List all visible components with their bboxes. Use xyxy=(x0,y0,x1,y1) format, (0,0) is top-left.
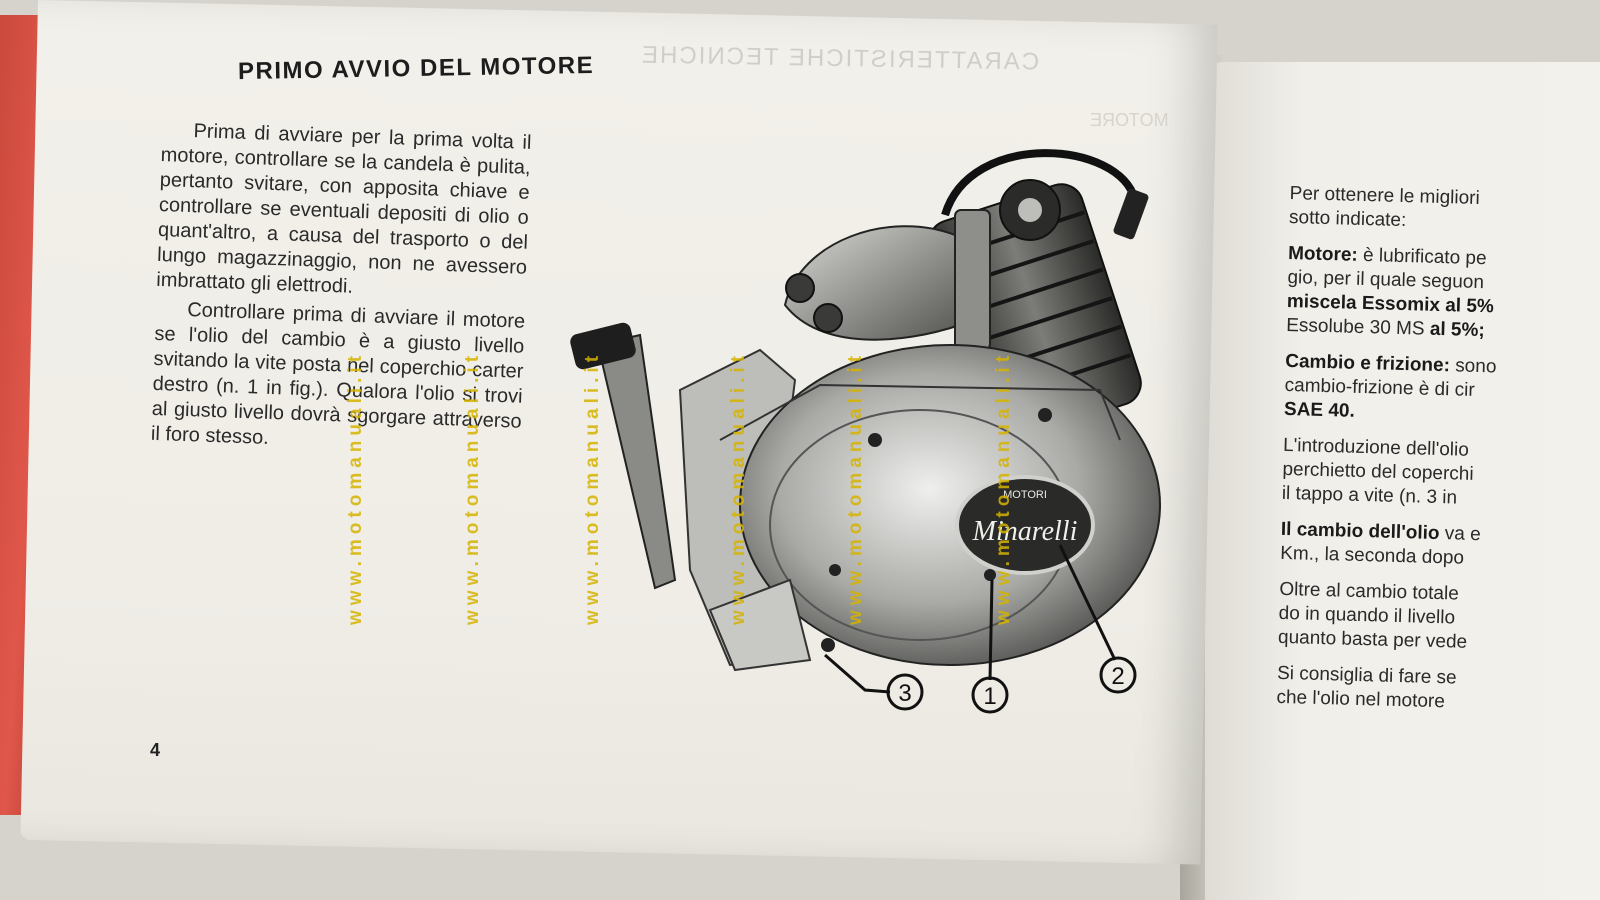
right-text-run: che l'olio nel motore xyxy=(1276,686,1446,713)
right-text-run: miscela Essomix al 5% xyxy=(1286,290,1495,318)
callout-3: 3 xyxy=(898,680,912,707)
page-title: PRIMO AVVIO DEL MOTORE xyxy=(237,51,595,86)
engine-illustration xyxy=(560,140,1180,730)
right-text-run: al 5%; xyxy=(1429,318,1486,342)
watermark: www.motomanuali.it xyxy=(345,350,366,625)
bleed-through-title: CARATTERISTICHE TECNICHE xyxy=(639,41,1040,76)
watermark: www.motomanuali.it xyxy=(993,350,1014,625)
bleed-through-heading: MOTORE xyxy=(1090,110,1169,130)
right-text-run: SAE 40. xyxy=(1283,398,1356,422)
badge-top-text: MOTORI xyxy=(1003,489,1047,501)
callout-2: 2 xyxy=(1111,663,1125,690)
right-text-run: do in quando il livello xyxy=(1278,602,1456,629)
right-text-run: Motore: xyxy=(1287,242,1359,266)
paragraph-gearbox-oil: Controllare prima di avviare il motore se l'olio del cambio è a giusto livello svitando la vite posta nel coperchio carter destro (n. 1 in fig.). Qualora l'olio si trovi al giusto livello dovrà sgorgare attraverso il foro stesso. xyxy=(150,299,526,449)
watermark: www.motomanuali.it xyxy=(462,350,483,625)
right-text-run: perchietto del coperchi xyxy=(1282,458,1474,485)
watermark: www.motomanuali.it xyxy=(845,350,866,625)
right-text-run: è lubrificato pe xyxy=(1357,244,1487,270)
right-text-run: Si consiglia di fare se xyxy=(1276,662,1457,689)
right-text-run: Km., la seconda dopo xyxy=(1280,542,1465,569)
right-text-run: Oltre al cambio totale xyxy=(1279,578,1460,605)
right-text-run: sono xyxy=(1449,355,1497,378)
right-text-run: Il cambio dell'olio xyxy=(1280,518,1440,545)
right-text-run: Per ottenere le migliori xyxy=(1289,182,1481,209)
right-text-run: va e xyxy=(1439,523,1481,546)
right-text-run: Cambio e frizione: xyxy=(1285,350,1451,377)
right-text-run: Essolube 30 MS xyxy=(1285,314,1431,340)
right-body-text xyxy=(1276,182,1600,718)
watermark: www.motomanuali.it xyxy=(582,350,603,625)
paragraph-spark-plug: Prima di avviare per la prima volta il motore, controllare se la candela è pulita, pertanto svitare, con apposita chiave e controllare se eventuali depositi di olio o quant'altro, a causa del trasporto o del lungo magazzinaggio, non ne avessero imbrattato gli elettrodi. xyxy=(155,120,532,298)
right-text-run: cambio-frizione è di cir xyxy=(1284,374,1475,401)
badge-brand-text: Minarelli xyxy=(972,516,1078,547)
page-number: 4 xyxy=(150,740,161,760)
right-text-run: gio, per il quale seguon xyxy=(1287,266,1485,294)
watermark: www.motomanuali.it xyxy=(728,350,749,625)
right-text-run: il tappo a vite (n. 3 in xyxy=(1281,482,1458,509)
right-text-run: L'introduzione dell'olio xyxy=(1282,434,1470,461)
right-text-run: sotto indicate: xyxy=(1288,206,1407,232)
callout-1: 1 xyxy=(983,683,997,710)
right-text-run: quanto basta per vede xyxy=(1277,626,1468,653)
